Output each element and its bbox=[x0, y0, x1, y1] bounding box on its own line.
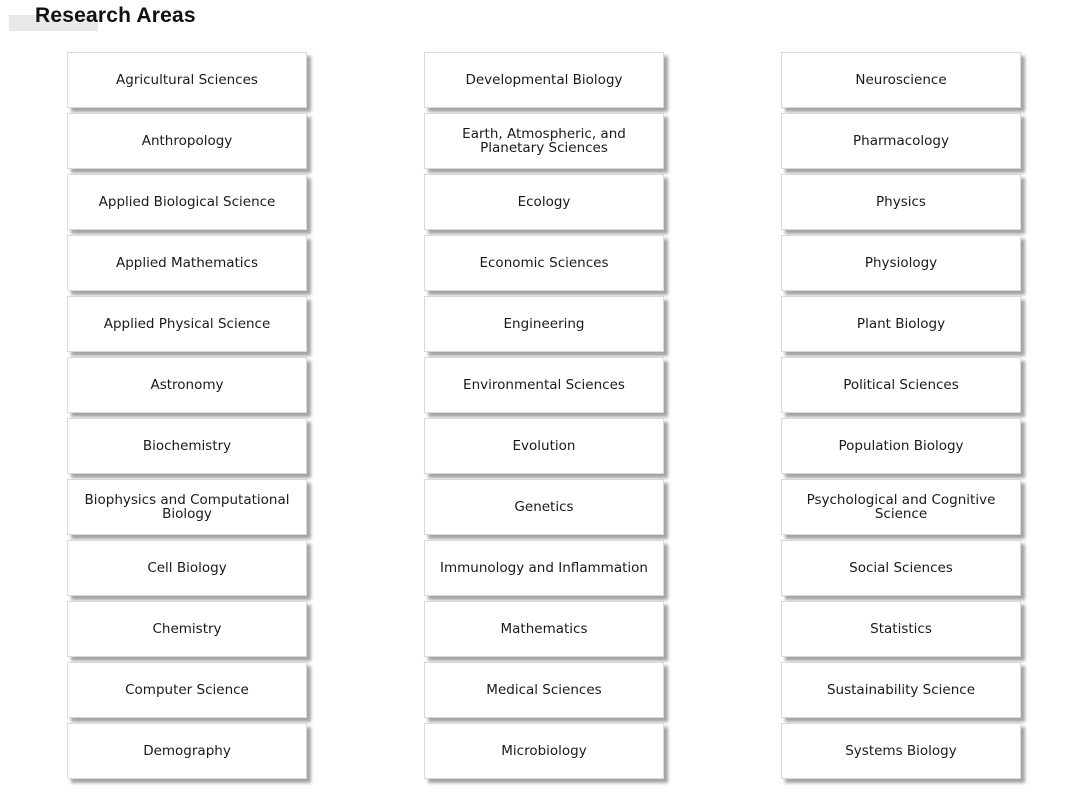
research-area-card[interactable] bbox=[781, 235, 1021, 291]
research-column-1 bbox=[67, 52, 307, 784]
research-area-label: Statistics bbox=[870, 621, 932, 637]
research-area-card[interactable] bbox=[67, 540, 307, 596]
research-area-card[interactable] bbox=[781, 357, 1021, 413]
research-area-label: Economic Sciences bbox=[479, 255, 609, 271]
research-area-label: Engineering bbox=[503, 316, 585, 332]
research-area-card[interactable] bbox=[424, 52, 664, 108]
research-area-label: Developmental Biology bbox=[465, 72, 623, 88]
research-area-label: Agricultural Sciences bbox=[116, 72, 258, 88]
research-area-card[interactable] bbox=[67, 113, 307, 169]
research-area-card[interactable] bbox=[781, 113, 1021, 169]
research-area-label: Applied Biological Science bbox=[98, 194, 276, 210]
research-column-3 bbox=[781, 52, 1021, 784]
research-area-card[interactable] bbox=[424, 113, 664, 169]
research-area-label: Systems Biology bbox=[845, 743, 957, 759]
research-area-card[interactable] bbox=[424, 174, 664, 230]
research-area-label: Computer Science bbox=[125, 682, 249, 698]
research-area-label: Plant Biology bbox=[856, 316, 946, 332]
research-area-card[interactable] bbox=[424, 418, 664, 474]
research-area-label: Demography bbox=[143, 743, 231, 759]
research-area-label: Political Sciences bbox=[843, 377, 959, 393]
research-area-label: Chemistry bbox=[152, 621, 222, 637]
research-area-label: Psychological and Cognitive Science bbox=[806, 492, 996, 522]
research-area-label: Cell Biology bbox=[147, 560, 227, 576]
research-area-label: Evolution bbox=[512, 438, 576, 454]
research-area-card[interactable] bbox=[424, 662, 664, 718]
research-area-card[interactable] bbox=[781, 601, 1021, 657]
research-area-card[interactable] bbox=[781, 662, 1021, 718]
research-area-label: Applied Mathematics bbox=[115, 255, 259, 271]
research-area-card[interactable] bbox=[67, 296, 307, 352]
research-area-label: Anthropology bbox=[141, 133, 233, 149]
research-area-label: Population Biology bbox=[838, 438, 964, 454]
research-area-label: Environmental Sciences bbox=[463, 377, 625, 393]
research-area-label: Applied Physical Science bbox=[103, 316, 271, 332]
research-area-card[interactable] bbox=[67, 52, 307, 108]
research-area-card[interactable] bbox=[67, 662, 307, 718]
research-area-label: Biophysics and Computational Biology bbox=[84, 492, 290, 522]
research-area-card[interactable] bbox=[67, 418, 307, 474]
research-area-label: Earth, Atmospheric, and Planetary Sciences bbox=[462, 126, 626, 156]
research-area-label: Astronomy bbox=[150, 377, 224, 393]
research-area-label: Mathematics bbox=[500, 621, 588, 637]
research-area-card[interactable] bbox=[781, 540, 1021, 596]
research-area-label: Biochemistry bbox=[142, 438, 232, 454]
research-area-label: Sustainability Science bbox=[826, 682, 976, 698]
research-area-label: Physiology bbox=[864, 255, 938, 271]
research-area-card[interactable] bbox=[781, 174, 1021, 230]
research-area-label: Immunology and Inflammation bbox=[440, 560, 648, 576]
research-area-card[interactable] bbox=[781, 296, 1021, 352]
research-area-label: Ecology bbox=[517, 194, 571, 210]
research-area-card[interactable] bbox=[67, 723, 307, 779]
page-title: Research Areas bbox=[35, 4, 196, 27]
research-area-card[interactable] bbox=[424, 357, 664, 413]
research-area-card[interactable] bbox=[781, 52, 1021, 108]
research-area-label: Pharmacology bbox=[853, 133, 949, 149]
research-area-card[interactable] bbox=[424, 723, 664, 779]
research-area-card[interactable] bbox=[67, 601, 307, 657]
research-area-card[interactable] bbox=[781, 418, 1021, 474]
research-area-card[interactable] bbox=[67, 235, 307, 291]
research-area-card[interactable] bbox=[424, 479, 664, 535]
research-area-card[interactable] bbox=[67, 357, 307, 413]
research-area-label: Microbiology bbox=[501, 743, 587, 759]
research-area-label: Neuroscience bbox=[855, 72, 947, 88]
research-area-label: Physics bbox=[876, 194, 926, 210]
research-area-card[interactable] bbox=[424, 540, 664, 596]
research-area-label: Genetics bbox=[514, 499, 574, 515]
research-area-card[interactable] bbox=[67, 479, 307, 535]
research-area-label: Social Sciences bbox=[849, 560, 953, 576]
research-area-card[interactable] bbox=[781, 723, 1021, 779]
research-area-card[interactable] bbox=[424, 296, 664, 352]
research-column-2 bbox=[424, 52, 664, 784]
research-area-label: Medical Sciences bbox=[486, 682, 602, 698]
research-area-card[interactable] bbox=[781, 479, 1021, 535]
research-area-card[interactable] bbox=[424, 601, 664, 657]
research-area-card[interactable] bbox=[424, 235, 664, 291]
research-area-card[interactable] bbox=[67, 174, 307, 230]
